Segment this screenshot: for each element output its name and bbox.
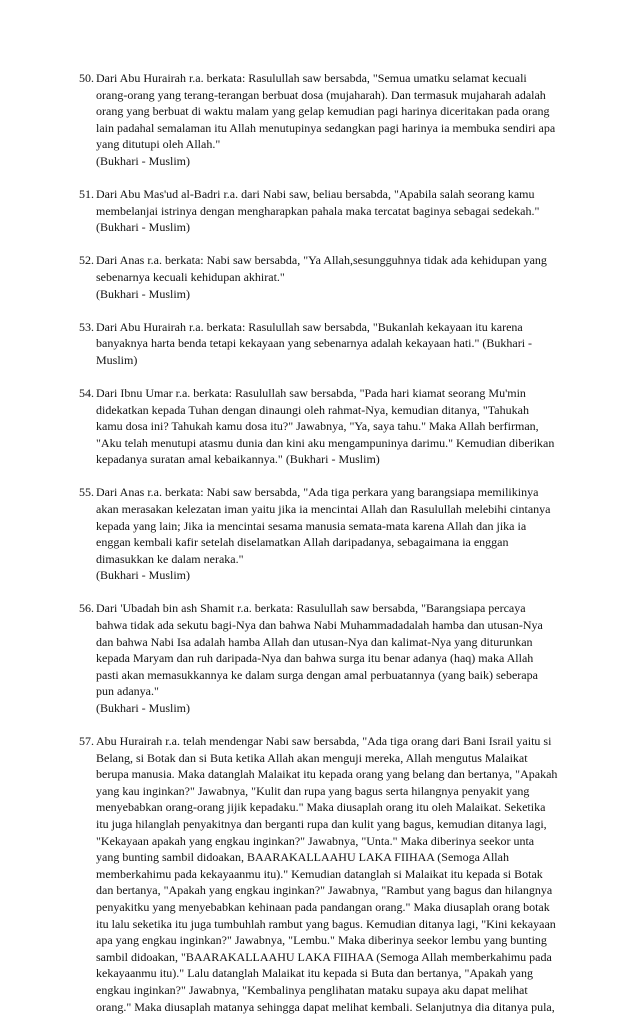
entry-number: 56. xyxy=(79,601,94,616)
entry-text-line: sambil didoakan, "BAARAKALLAAHU LAKA FIIHAA (Semoga Allah memberkahimu pada xyxy=(96,949,552,964)
entry-text-line: memberkahimu pada kekayaanmu itu)." Kemudian datanglah si Malaikat itu kepada si Botak xyxy=(96,866,543,881)
entry-text-line: Dari Ibnu Umar r.a. berkata: Rasulullah saw bersabda, "Pada hari kiamat seorang Mu'min xyxy=(96,385,526,400)
hadith-list xyxy=(79,70,569,1032)
entry-text-line: orang-orang yang terang-terangan berbuat dosa (mujaharah). Dan termasuk mujaharah adalah xyxy=(96,87,546,102)
entry-text-line: kekayaanmu itu)." Lalu datanglah Malaikat itu kepada si Buta dan bertanya, "Apakah yang xyxy=(96,966,533,981)
entry-text-line: engkau inginkan?" Jawabnya, "Kembalinya penglihatan mataku supaya aku dapat melihat xyxy=(96,983,528,997)
entry-text-line: Muslim) xyxy=(96,352,138,367)
entry-text-line: berupa manusia. Maka datanglah Malaikat itu kepada orang yang belang dan bertanya, "Apakah xyxy=(96,767,558,782)
entry-text-line: membelanjai istrinya dengan mengharapkan pahala maka tercatat baginya sebagai sedekah." xyxy=(96,203,540,218)
hadith-entry xyxy=(79,252,569,302)
entry-text-line: Dari 'Ubadah bin ash Shamit r.a. berkata: Rasulullah saw bersabda, "Barangsiapa percaya xyxy=(96,601,526,616)
entry-number: 50. xyxy=(79,71,94,85)
entry-text-line: yang bunting sambil didoakan, BAARAKALLAAHU LAKA FIIHAA (Semoga Allah xyxy=(96,850,509,865)
entry-text-line: Dari Abu Hurairah r.a. berkata: Rasulullah saw bersabda, "Bukanlah kekayaan itu karena xyxy=(96,319,523,334)
entry-text-line: Belang, si Botak dan si Buta ketika Allah akan menguji mereka, Allah mengutus Malaikat xyxy=(96,750,528,765)
entry-number: 53. xyxy=(79,319,94,334)
entry-text-line: menyebabkan orang-orang jijik kepadaku." Maka diusaplah orang itu oleh Malaikat. Seketika xyxy=(96,800,546,815)
entry-text-line: banyaknya harta benda tetapi kekayaan yang sebenarnya adalah kekayaan hati." (Bukhari - xyxy=(96,336,533,351)
entry-text-line: itu lalu seketika itu juga tumbuhlah rambut yang bagus. Kemudian ditanya lagi, "Kini kekayaan xyxy=(96,916,556,931)
hadith-entry xyxy=(79,385,569,468)
entry-text-line: Dari Abu Hurairah r.a. berkata: Rasulullah saw bersabda, "Semua umatku selamat kecuali xyxy=(96,71,527,85)
entry-text-line: (Bukhari - Muslim) xyxy=(96,286,190,301)
hadith-entry xyxy=(79,600,569,716)
entry-text-line: "Kekayaan apakah yang engkau inginkan?" Jawabnya, "Unta." Maka diberinya seekor unta xyxy=(96,833,535,848)
entry-text-line: pasti akan memasukkannya ke dalam surga dengan amal perbuatannya (yang baik) seberapa xyxy=(96,667,538,682)
entry-text-line: pun adanya." xyxy=(96,684,159,699)
entry-text-line: didekatkan kepada Tuhan dengan dinaungi oleh rahmat-Nya, kemudian ditanya, "Tahukah xyxy=(96,402,529,417)
hadith-entry xyxy=(79,733,569,1015)
entry-text-line: penyakitku yang menyebabkan kehinaan pada pandangan orang." Maka diusaplah orang botak xyxy=(96,900,550,915)
entry-text-line: akan merasakan kelezatan iman yaitu jika ia mencintai Allah dan Rasulullah melebihi cintanya xyxy=(96,501,551,516)
hadith-entry xyxy=(79,484,569,584)
entry-text-line: (Bukhari - Muslim) xyxy=(96,220,190,235)
entry-text-line: yang kau inginkan?" Jawabnya, "Kulit dan rupa yang bagus serta hilangnya penyakit yang xyxy=(96,783,530,798)
entry-text-line: bahwa tidak ada sekutu bagi-Nya dan bahwa Nabi Muhammadadalah hamba dan utusan-Nya xyxy=(96,618,543,633)
entry-text-line: "Aku telah menutupi atasmu dunia dan kini aku mengampuninya darimu." Kemudian diberikan xyxy=(96,435,555,450)
entry-text-line: Dari Anas r.a. berkata: Nabi saw bersabda, "Ya Allah,sesungguhnya tidak ada kehidupan yang xyxy=(96,253,547,268)
entry-number: 55. xyxy=(79,485,94,500)
entry-text-line: (Bukhari - Muslim) xyxy=(96,701,190,715)
entry-text-line: yang ditutupi oleh Allah." xyxy=(96,137,221,152)
entry-text-line: orang yang berbuat di waktu malam yang gelap kemudian pagi harinya diceritakan pada orang xyxy=(96,104,550,119)
entry-text-line: dimasukkan ke dalam neraka." xyxy=(96,551,244,566)
entry-text-line: apa yang engkau inginkan?" Jawabnya, "Lembu." Maka diberinya seekor lembu yang bunting xyxy=(96,933,547,948)
entry-text-line: Dari Abu Mas'ud al-Badri r.a. dari Nabi saw, beliau bersabda, "Apabila salah seorang kamu xyxy=(96,187,535,202)
entry-text-line: (Bukhari - Muslim) xyxy=(96,568,190,583)
entry-text-line: kepadanya suratan amal kebaikannya." (Bukhari - Muslim) xyxy=(96,452,380,467)
entry-text-line: (Bukhari - Muslim) xyxy=(96,153,190,168)
entry-number: 52. xyxy=(79,253,94,268)
hadith-entry xyxy=(79,319,569,369)
hadith-entry xyxy=(79,70,569,170)
entry-text-line: orang." Maka diusaplah matanya sehingga dapat melihat kembali. Selanjutnya dia ditanya pula, xyxy=(96,999,555,1014)
entry-text-line: kamu dosa ini? Tahukah kamu dosa itu?" Jawabnya, "Ya, saya tahu." Maka Allah berfirman, xyxy=(96,419,539,434)
hadith-entry xyxy=(79,186,569,236)
entry-text-line: dan bertanya, "Apakah yang engkau inginkan?" Jawabnya, "Rambut yang bagus dan hilangnya xyxy=(96,883,553,898)
entry-number: 51. xyxy=(79,187,94,202)
entry-text-line: kepada yang lain; Jika ia mencintai sesama manusia semata-mata karena Allah dan jika ia xyxy=(96,518,527,533)
entry-text-line: lain padahal semalaman itu Allah menutupinya sedangkan pagi harinya ia membuka sendiri apa xyxy=(96,120,556,135)
entry-text-line: sebenarnya kecuali kehidupan akhirat." xyxy=(96,269,285,284)
entry-number: 57. xyxy=(79,734,94,749)
entry-text-line: enggan kembali kafir setelah diselamatkan Allah daripadanya, sebagaimana ia enggan xyxy=(96,535,509,550)
entry-text-line: Dari Anas r.a. berkata: Nabi saw bersabda, "Ada tiga perkara yang barangsiapa memilikinya xyxy=(96,485,539,500)
entry-text-line: Abu Hurairah r.a. telah mendengar Nabi saw bersabda, "Ada tiga orang dari Bani Israil yaitu si xyxy=(96,734,552,749)
entry-text-line: kepada Maryam dan ruh daripada-Nya dan bahwa surga itu benar adanya (haq) maka Allah xyxy=(96,651,534,666)
entry-text-line: itu juga hilanglah penyakitnya dan berganti rupa dan kulit yang bagus, kemudian ditanya lagi, xyxy=(96,817,547,832)
entry-number: 54. xyxy=(79,385,94,400)
entry-text-line: dan bahwa Nabi Isa adalah hamba Allah dan utusan-Nya dan kalimat-Nya yang diturunkan xyxy=(96,634,533,649)
